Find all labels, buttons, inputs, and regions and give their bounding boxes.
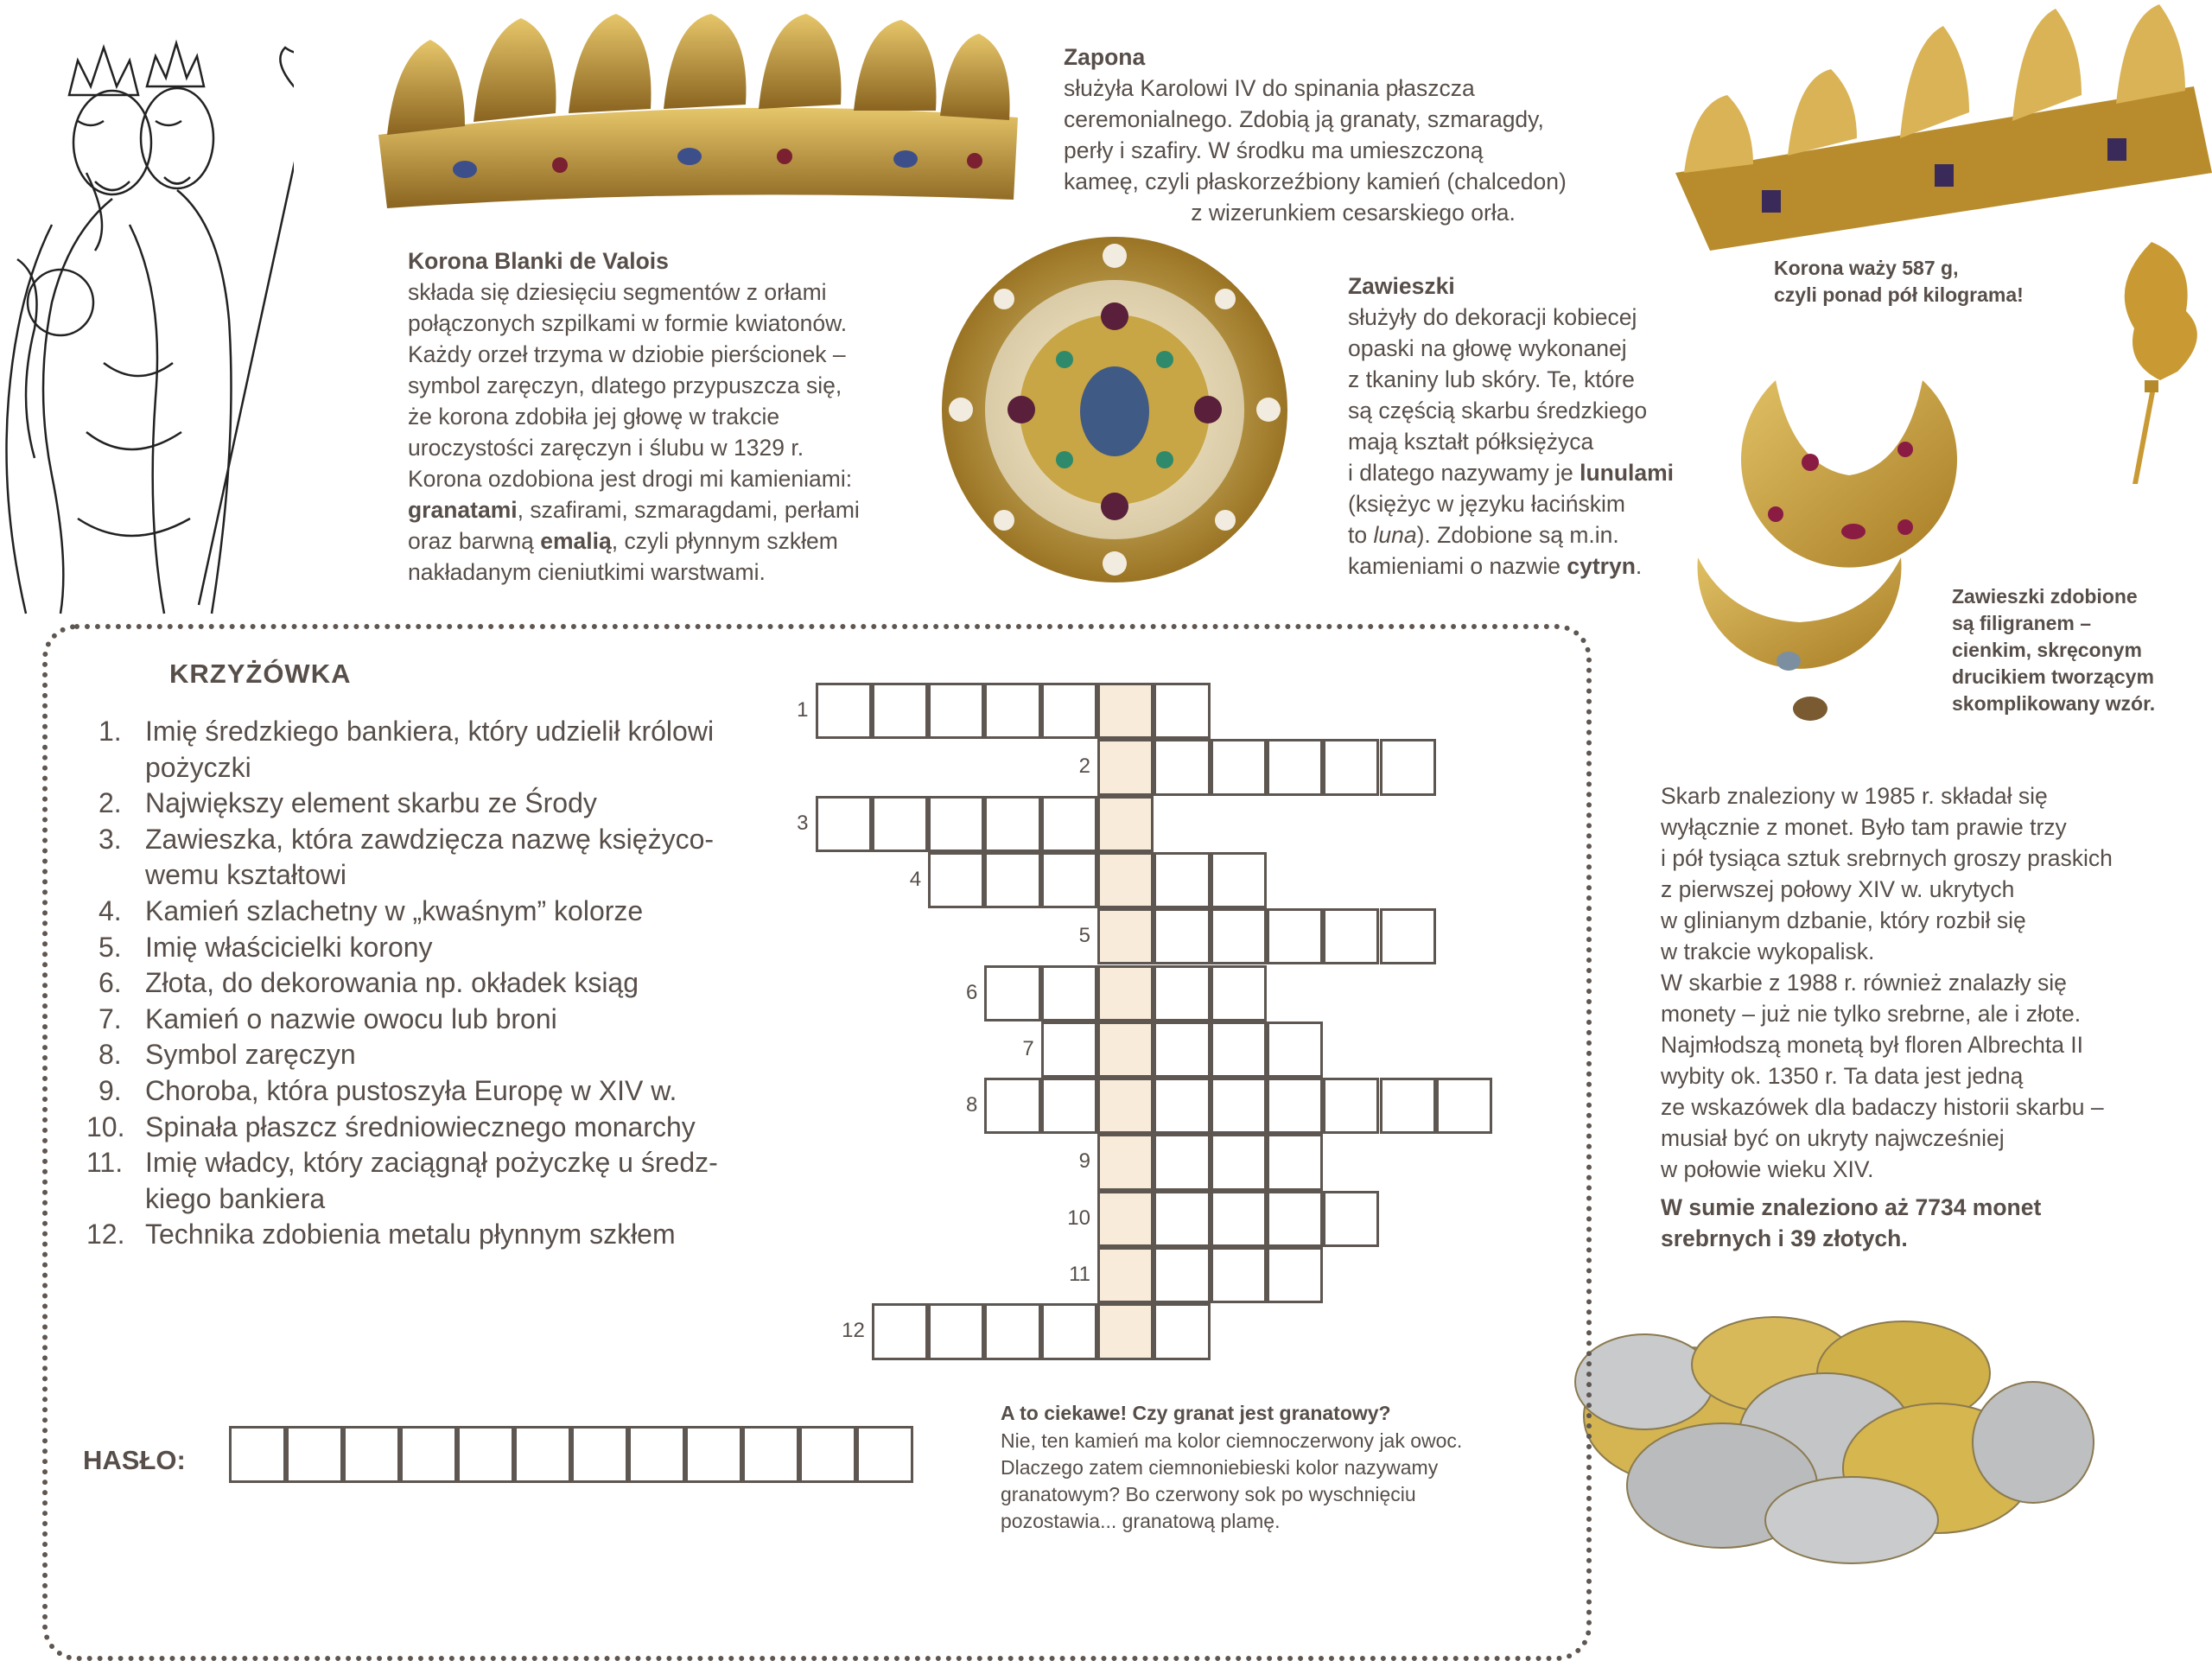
zapona-brooch-image: [935, 230, 1294, 589]
text-line: [1661, 998, 2113, 1029]
clue-number: 7.: [99, 1002, 122, 1034]
crossword-cell[interactable]: [1380, 908, 1436, 964]
text-segment: , czyli płynnym szkłem: [611, 528, 838, 554]
zawieszki-description: [1348, 270, 1674, 582]
password-cell[interactable]: [400, 1426, 457, 1483]
text-segment: kameę, czyli płaskorzeźbiony kamień (chalcedon): [1064, 169, 1567, 194]
crossword-cell[interactable]: [872, 1303, 928, 1359]
crown-weight-caption: [1774, 255, 2024, 309]
clue-item: [99, 714, 790, 786]
text-segment: perły i szafiry. W środku ma umieszczoną: [1064, 137, 1484, 163]
password-cell[interactable]: [229, 1426, 286, 1483]
clue-number: 12.: [86, 1219, 125, 1251]
clue-item: [99, 894, 790, 930]
text-line: [1952, 664, 2155, 690]
crossword-cell[interactable]: [1154, 852, 1210, 908]
crossword-cell[interactable]: [872, 796, 928, 852]
text-segment: są filigranem –: [1952, 612, 2092, 634]
clue-number: 2.: [99, 787, 122, 819]
clue-number: 10.: [86, 1111, 125, 1142]
password-cell[interactable]: [742, 1426, 799, 1483]
text-line: [1001, 1508, 1462, 1535]
bold-term: cytryn: [1567, 553, 1636, 579]
treasure-text: [1661, 780, 2113, 1185]
password-cell[interactable]: [856, 1426, 913, 1483]
crossword-cell[interactable]: [1041, 965, 1097, 1021]
text-segment: mają kształt półksiężyca: [1348, 429, 1594, 455]
text-segment: pozostawia... granatową plamę.: [1001, 1510, 1281, 1532]
row-number: 4: [909, 867, 922, 891]
text-segment: i dlatego nazywamy je: [1348, 460, 1580, 486]
crossword-cell-password[interactable]: [1097, 852, 1154, 908]
crossword-cell[interactable]: [872, 683, 928, 739]
text-segment: w glinianym dzbanie, który rozbił się: [1661, 907, 2026, 933]
crossword-cell[interactable]: [928, 683, 984, 739]
crossword-cell[interactable]: [1323, 739, 1379, 795]
row-number: 9: [1078, 1149, 1090, 1174]
text-line: [408, 525, 860, 557]
text-line: [1774, 255, 2024, 282]
text-line: [1064, 104, 1567, 135]
text-line: [1001, 1428, 1462, 1454]
clue-text: Technika zdobienia metalu płynnym szkłem: [145, 1219, 676, 1251]
crossword-clues: [86, 714, 790, 1253]
text-line: [1348, 519, 1674, 550]
row-number: 5: [1078, 924, 1090, 948]
text-segment: cienkim, skręconym: [1952, 639, 2142, 661]
crossword-cell[interactable]: [1380, 1078, 1436, 1134]
trivia-title: A to ciekawe! Czy granat jest granatowy?: [1001, 1402, 1391, 1424]
text-segment: połączonych szpilkami w formie kwiatonów.: [408, 310, 848, 336]
text-line: [1348, 395, 1674, 426]
text-segment: (księżyc w języku łacińskim: [1348, 491, 1626, 517]
crossword-cell-password[interactable]: [1097, 1078, 1154, 1134]
text-segment: W sumie znaleziono aż 7734 monet: [1661, 1194, 2042, 1220]
crossword-cell-password[interactable]: [1097, 683, 1154, 739]
clue-number: 11.: [86, 1147, 124, 1179]
text-line: [1348, 550, 1674, 582]
text-line: [1952, 583, 2155, 610]
crossword-cell-password[interactable]: [1097, 1191, 1154, 1247]
crossword-cell[interactable]: [984, 796, 1040, 852]
korona-text: [408, 277, 860, 588]
text-line: [1661, 843, 2113, 874]
zapona-title: Zapona: [1064, 44, 1146, 70]
text-line: [1661, 811, 2113, 843]
crossword-cell[interactable]: [1154, 908, 1210, 964]
text-line: [1348, 426, 1674, 457]
clue-item: [99, 1037, 790, 1073]
text-line: [1661, 1029, 2113, 1060]
crossword-cell[interactable]: [984, 852, 1040, 908]
crossword-cell[interactable]: [816, 683, 872, 739]
clue-number: 4.: [99, 894, 122, 926]
crossword-cell[interactable]: [1154, 683, 1210, 739]
text-segment: monety – już nie tylko srebrne, ale i złote.: [1661, 1001, 2082, 1027]
clue-text: Choroba, która pustoszyła Europę w XIV w.: [145, 1074, 677, 1106]
text-segment: Korona waży 587 g,: [1774, 257, 1959, 279]
crossword-cell[interactable]: [1041, 1021, 1097, 1078]
text-line: [1661, 1091, 2113, 1123]
crossword-cell[interactable]: [1211, 1134, 1267, 1190]
bold-term: lunulami: [1580, 460, 1675, 486]
text-line: [408, 339, 860, 370]
text-line: [408, 401, 860, 432]
text-segment: opaski na głowę wykonanej: [1348, 335, 1627, 361]
crossword-cell-password[interactable]: [1097, 1303, 1154, 1359]
crossword-cell[interactable]: [1267, 908, 1323, 964]
crossword-cell[interactable]: [1041, 796, 1097, 852]
crossword-cell-password[interactable]: [1097, 908, 1154, 964]
text-segment: że korona zdobiła jej głowę w trakcie: [408, 404, 780, 430]
crossword-cell[interactable]: [1154, 739, 1210, 795]
text-line: [1348, 488, 1674, 519]
trivia-text: [1001, 1428, 1462, 1535]
text-line: [408, 432, 860, 463]
password-cell[interactable]: [571, 1426, 628, 1483]
clue-number: 5.: [99, 931, 122, 963]
coins-image: [1567, 1313, 2120, 1564]
treasure-summary: [1661, 1192, 2113, 1254]
clue-item: [86, 1110, 790, 1146]
clue-item: [86, 1145, 790, 1217]
text-segment: drucikiem tworzącym: [1952, 665, 2154, 688]
crossword-cell[interactable]: [984, 1303, 1040, 1359]
trivia-box: [1001, 1398, 1462, 1535]
korona-title: Korona Blanki de Valois: [408, 248, 669, 274]
pin-image: [2091, 233, 2212, 493]
text-segment: są częścią skarbu średzkiego: [1348, 398, 1648, 423]
text-segment: składa się dziesięciu segmentów z orłami: [408, 279, 827, 305]
zapona-text: [1064, 73, 1567, 228]
text-line: [408, 277, 860, 308]
password-cell[interactable]: [685, 1426, 742, 1483]
crossword-cell[interactable]: [1154, 1021, 1210, 1078]
crossword-cell[interactable]: [1154, 1134, 1210, 1190]
clue-item: [99, 1073, 790, 1110]
crossword-cell[interactable]: [1323, 908, 1379, 964]
clue-item: [99, 930, 790, 966]
crossword-cell[interactable]: [1041, 1303, 1097, 1359]
treasure-description: [1661, 780, 2113, 1254]
crossword-cell-password[interactable]: [1097, 739, 1154, 795]
crossword-cell[interactable]: [1267, 739, 1323, 795]
clue-text: Złota, do dekorowania np. okładek ksiąg: [145, 967, 639, 999]
crossword-cell[interactable]: [1154, 1191, 1210, 1247]
crossword-cell[interactable]: [928, 1303, 984, 1359]
text-segment: symbol zaręczyn, dlatego przypuszcza się,: [408, 372, 842, 398]
row-number: 7: [1022, 1036, 1034, 1060]
text-line: [1661, 780, 2113, 811]
text-segment: Nie, ten kamień ma kolor ciemnoczerwony jak owoc.: [1001, 1429, 1463, 1452]
text-line: [1348, 333, 1674, 364]
crossword-cell[interactable]: [984, 683, 1040, 739]
text-segment: .: [1635, 553, 1643, 579]
text-segment: wybity ok. 1350 r. Ta data jest jedną: [1661, 1063, 2024, 1089]
text-segment: służyła Karolowi IV do spinania płaszcza: [1064, 75, 1475, 101]
king-queen-drawing: [0, 0, 294, 618]
text-segment: w połowie wieku XIV.: [1661, 1156, 1874, 1182]
clue-text: Kamień szlachetny w „kwaśnym” kolorze: [145, 894, 644, 926]
text-segment: ze wskazówek dla badaczy historii skarbu –: [1661, 1094, 2104, 1120]
text-line: [1661, 1060, 2113, 1091]
text-segment: Zawieszki zdobione: [1952, 585, 2138, 608]
text-segment: z wizerunkiem cesarskiego orła.: [1064, 200, 1516, 226]
text-line: [1348, 302, 1674, 333]
text-segment: służyły do dekoracji kobiecej: [1348, 304, 1637, 330]
text-line: [1952, 610, 2155, 637]
crossword-cell[interactable]: [984, 1078, 1040, 1134]
bold-term: granatami: [408, 497, 518, 523]
text-segment: , szafirami, szmaragdami, perłami: [517, 497, 860, 523]
crown-blanche-image: [370, 14, 1027, 213]
password-cell[interactable]: [457, 1426, 514, 1483]
text-line: [1661, 1123, 2113, 1154]
clue-item: [99, 786, 790, 822]
crossword-cell[interactable]: [1267, 1191, 1323, 1247]
text-segment: Korona ozdobiona jest drogi mi kamieniami:: [408, 466, 853, 492]
row-number: 2: [1078, 754, 1090, 779]
crossword-title: KRZYŻÓWKA: [169, 659, 352, 689]
crown-right-image: [1658, 0, 2212, 259]
crossword-cell[interactable]: [984, 965, 1040, 1021]
text-line: [1661, 1154, 2113, 1185]
clue-text: Największy element skarbu ze Środy: [145, 787, 597, 819]
crossword-cell[interactable]: [1041, 852, 1097, 908]
text-line: [1064, 73, 1567, 104]
crossword-cell[interactable]: [1154, 1247, 1210, 1303]
crossword-cell[interactable]: [1211, 965, 1267, 1021]
crossword-cell[interactable]: [1211, 908, 1267, 964]
crossword-cell-password[interactable]: [1097, 965, 1154, 1021]
crossword-cell[interactable]: [1211, 739, 1267, 795]
text-line: [408, 463, 860, 494]
crossword-cell[interactable]: [1211, 1247, 1267, 1303]
text-line: [1064, 135, 1567, 166]
crossword-cell[interactable]: [1211, 1021, 1267, 1078]
text-segment: kamieniami o nazwie: [1348, 553, 1567, 579]
clue-item: [99, 1002, 790, 1038]
row-number: 12: [842, 1319, 865, 1343]
crossword-cell[interactable]: [1267, 1021, 1323, 1078]
text-segment: czyli ponad pół kilograma!: [1774, 283, 2024, 306]
crossword-cell-password[interactable]: [1097, 1247, 1154, 1303]
password-cell[interactable]: [628, 1426, 685, 1483]
clue-number: 6.: [99, 967, 122, 999]
crossword-cell[interactable]: [1436, 1078, 1492, 1134]
crossword-cell[interactable]: [1211, 1191, 1267, 1247]
clue-item: [99, 965, 790, 1002]
row-number: 1: [797, 698, 809, 722]
text-segment: granatowym? Bo czerwony sok po wyschnięciu: [1001, 1483, 1416, 1505]
crossword-cell[interactable]: [1154, 1303, 1210, 1359]
text-segment: Skarb znaleziony w 1985 r. składał się: [1661, 783, 2048, 809]
text-line: [408, 494, 860, 525]
text-line: [1001, 1481, 1462, 1508]
text-segment: musiał być on ukryty najwcześniej: [1661, 1125, 2005, 1151]
text-line: [1952, 690, 2155, 717]
clue-text: Imię władcy, który zaciągnął pożyczkę u średz- kiego bankiera: [145, 1147, 718, 1214]
text-segment: Każdy orzeł trzyma w dziobie pierścionek –: [408, 341, 846, 367]
clue-item: [99, 822, 790, 894]
text-segment: nakładanym cieniutkimi warstwami.: [408, 559, 766, 585]
row-number: 11: [1069, 1263, 1090, 1286]
text-segment: z pierwszej połowy XIV w. ukrytych: [1661, 876, 2015, 902]
crossword-cell[interactable]: [1041, 1078, 1097, 1134]
text-segment: ). Zdobione są m.in.: [1416, 522, 1619, 548]
crossword-cell[interactable]: [1323, 1191, 1379, 1247]
text-segment: ceremonialnego. Zdobią ją granaty, szmaragdy,: [1064, 106, 1544, 132]
text-line: [1661, 905, 2113, 936]
text-segment: i pół tysiąca sztuk srebrnych groszy praskich: [1661, 845, 2113, 871]
clue-text: Kamień o nazwie owocu lub broni: [145, 1002, 557, 1034]
text-segment: srebrnych i 39 złotych.: [1661, 1225, 1908, 1251]
clue-number: 1.: [99, 716, 122, 747]
password-cell[interactable]: [514, 1426, 571, 1483]
clue-number: 3.: [99, 823, 122, 855]
text-segment: W skarbie z 1988 r. również znalazły się: [1661, 970, 2067, 996]
zawieszki-title: Zawieszki: [1348, 273, 1455, 299]
row-number: 6: [966, 980, 978, 1004]
crossword-cell[interactable]: [1267, 1134, 1323, 1190]
text-line: [1774, 282, 2024, 309]
crossword-cell[interactable]: [816, 796, 872, 852]
bold-term: emalią: [540, 528, 612, 554]
crossword-cell[interactable]: [1380, 739, 1436, 795]
crossword-cell[interactable]: [1154, 1078, 1210, 1134]
zawieszki-text: [1348, 302, 1674, 582]
text-segment: to: [1348, 522, 1374, 548]
crossword-cell[interactable]: [1323, 1078, 1379, 1134]
text-segment: oraz barwną: [408, 528, 541, 554]
text-line: [1661, 936, 2113, 967]
text-line: [1952, 637, 2155, 664]
text-segment: wyłącznie z monet. Było tam prawie trzy: [1661, 814, 2067, 840]
crossword-cell[interactable]: [928, 796, 984, 852]
text-line: [1661, 967, 2113, 998]
row-number: 3: [797, 811, 809, 835]
text-line: [1661, 1192, 2113, 1223]
text-line: [1064, 166, 1567, 197]
text-line: [1348, 457, 1674, 488]
crossword-cell-password[interactable]: [1097, 1021, 1154, 1078]
clue-text: Spinała płaszcz średniowiecznego monarchy: [145, 1111, 696, 1142]
crossword-cell[interactable]: [1267, 1247, 1323, 1303]
clue-number: 9.: [99, 1074, 122, 1106]
row-number: 10: [1067, 1206, 1090, 1230]
clue-text: Symbol zaręczyn: [145, 1039, 356, 1071]
clue-text: Zawieszka, która zawdzięcza nazwę księżyco- wemu kształtowi: [145, 823, 715, 891]
password-cell[interactable]: [286, 1426, 343, 1483]
crossword-cell[interactable]: [1041, 683, 1097, 739]
clue-number: 8.: [99, 1039, 122, 1071]
text-line: [408, 370, 860, 401]
filigree-caption: [1952, 583, 2155, 717]
password-cell[interactable]: [343, 1426, 400, 1483]
text-segment: luna: [1373, 522, 1417, 548]
crossword-cell[interactable]: [1211, 852, 1267, 908]
text-line: [1001, 1454, 1462, 1481]
crossword-cell-password[interactable]: [1097, 1134, 1154, 1190]
crossword-cell[interactable]: [1267, 1078, 1323, 1134]
korona-description: [408, 245, 860, 588]
crossword-cell[interactable]: [928, 852, 984, 908]
clue-item: [86, 1217, 790, 1253]
text-line: [1661, 874, 2113, 905]
clue-text: Imię średzkiego bankiera, który udzielił królowi pożyczki: [145, 716, 715, 783]
crossword-cell-password[interactable]: [1097, 796, 1154, 852]
text-line: [1661, 1223, 2113, 1254]
crossword-cell[interactable]: [1154, 965, 1210, 1021]
text-line: [1348, 364, 1674, 395]
text-segment: uroczystości zaręczyn i ślubu w 1329 r.: [408, 435, 804, 461]
text-segment: skomplikowany wzór.: [1952, 692, 2156, 715]
row-number: 8: [966, 1093, 978, 1117]
password-cell[interactable]: [799, 1426, 856, 1483]
text-segment: w trakcie wykopalisk.: [1661, 939, 1875, 964]
clue-text: Imię właścicielki korony: [145, 931, 433, 963]
zapona-description: [1064, 41, 1567, 228]
text-line: [408, 557, 860, 588]
text-segment: Dlaczego zatem ciemnoniebieski kolor nazywamy: [1001, 1456, 1439, 1479]
password-label: HASŁO:: [83, 1445, 186, 1475]
text-segment: Najmłodszą monetą był floren Albrechta II: [1661, 1032, 2084, 1058]
text-line: [408, 308, 860, 339]
text-line: [1064, 197, 1567, 228]
text-segment: z tkaniny lub skóry. Te, które: [1348, 366, 1635, 392]
crossword-cell[interactable]: [1211, 1078, 1267, 1134]
